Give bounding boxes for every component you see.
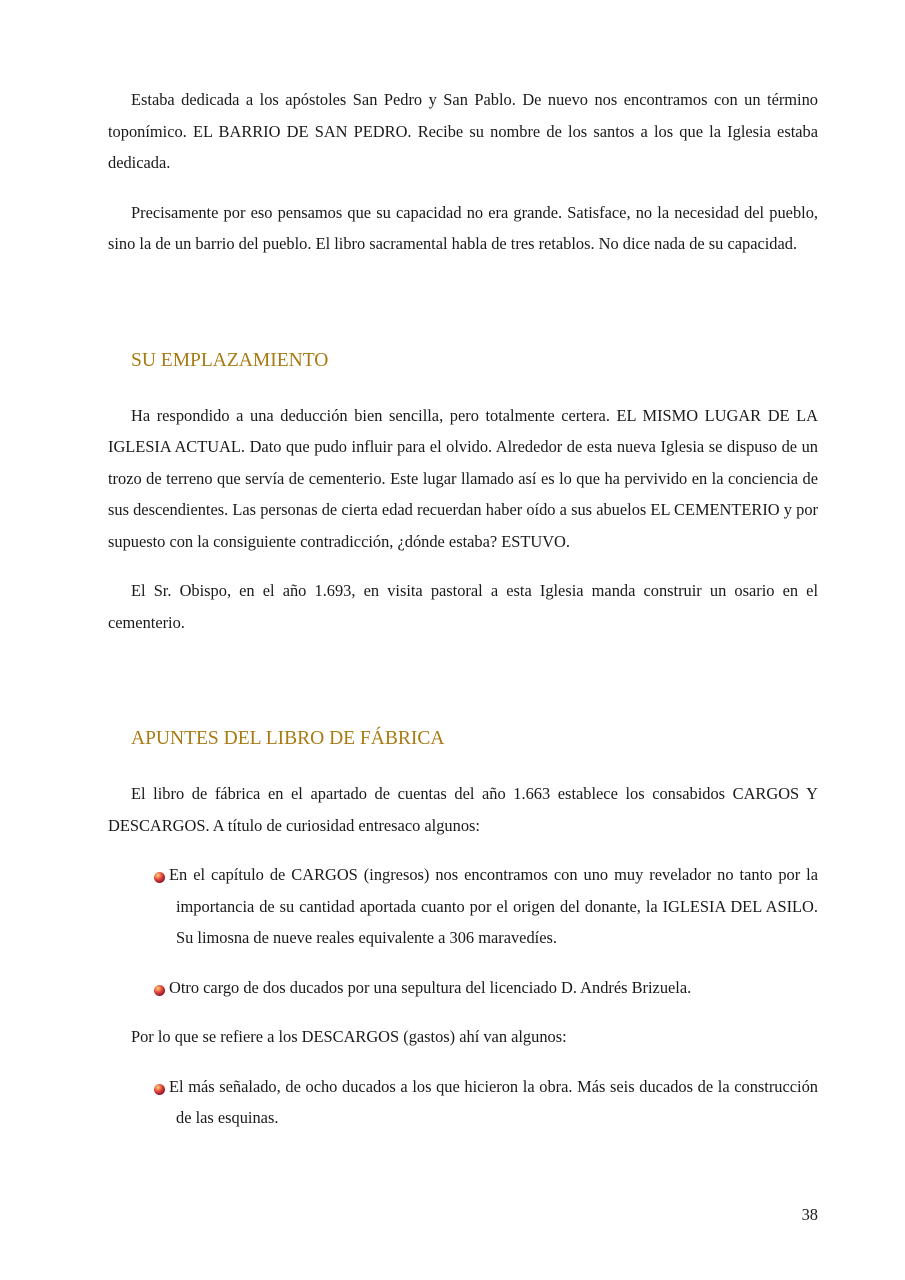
- paragraph: Estaba dedicada a los apóstoles San Pedro y San Pablo. De nuevo nos encontramos con un término toponímico. EL BARRIO DE SAN PEDRO. Recibe su nombre de los santos a los que la Iglesia estaba dedicada.: [108, 90, 818, 172]
- section-heading: SU EMPLAZAMIENTO: [131, 349, 329, 371]
- list-item: [108, 859, 818, 954]
- list-item: [108, 972, 818, 1004]
- list-item-text: El más señalado, de ocho ducados a los que hicieron la obra. Más seis ducados de la construcción de las esquinas.: [169, 1076, 818, 1127]
- bullet-sphere-icon: [154, 872, 165, 883]
- paragraph: El libro de fábrica en el apartado de cuentas del año 1.663 establece los consabidos CARGOS Y DESCARGOS. A título de curiosidad entresaco algunos:: [108, 784, 818, 835]
- paragraph: Por lo que se refiere a los DESCARGOS (gastos) ahí van algunos:: [131, 1027, 567, 1046]
- bullet-sphere-icon: [154, 985, 165, 996]
- document-page: [108, 84, 818, 1152]
- list-item-text: En el capítulo de CARGOS (ingresos) nos encontramos con uno muy revelador no tanto por la importancia de su cantidad aportada cuanto por el origen del donante, la IGLESIA DEL ASILO. Su limosna de nueve reales equivalente a 306 maravedíes.: [169, 865, 818, 947]
- list-item-text: Otro cargo de dos ducados por una sepultura del licenciado D. Andrés Brizuela.: [169, 977, 692, 997]
- bullet-sphere-icon: [154, 1084, 165, 1095]
- descargos-list: [108, 1071, 818, 1134]
- list-item: [108, 1071, 818, 1134]
- page-number: 38: [801, 1205, 818, 1224]
- cargos-list: [108, 859, 818, 1003]
- paragraph: El Sr. Obispo, en el año 1.693, en visita pastoral a esta Iglesia manda construir un osario en el cementerio.: [108, 581, 818, 632]
- section-heading: APUNTES DEL LIBRO DE FÁBRICA: [131, 728, 445, 749]
- paragraph: Precisamente por eso pensamos que su capacidad no era grande. Satisface, no la necesidad del pueblo, sino la de un barrio del pueblo. El libro sacramental habla de tres retablos. No dice nada de su capacidad.: [108, 202, 818, 253]
- paragraph: Ha respondido a una deducción bien sencilla, pero totalmente certera. EL MISMO LUGAR DE LA IGLESIA ACTUAL. Dato que pudo influir para el olvido. Alrededor de esta nueva Iglesia se dispuso de un trozo de terreno que servía de cementerio. Este lugar llamado así es lo que ha pervivido en la conciencia de sus descendientes. Las personas de cierta edad recuerdan haber oído a sus abuelos EL CEMENTERIO y por supuesto con la consiguiente contradicción, ¿dónde estaba? ESTUVO.: [108, 405, 818, 551]
